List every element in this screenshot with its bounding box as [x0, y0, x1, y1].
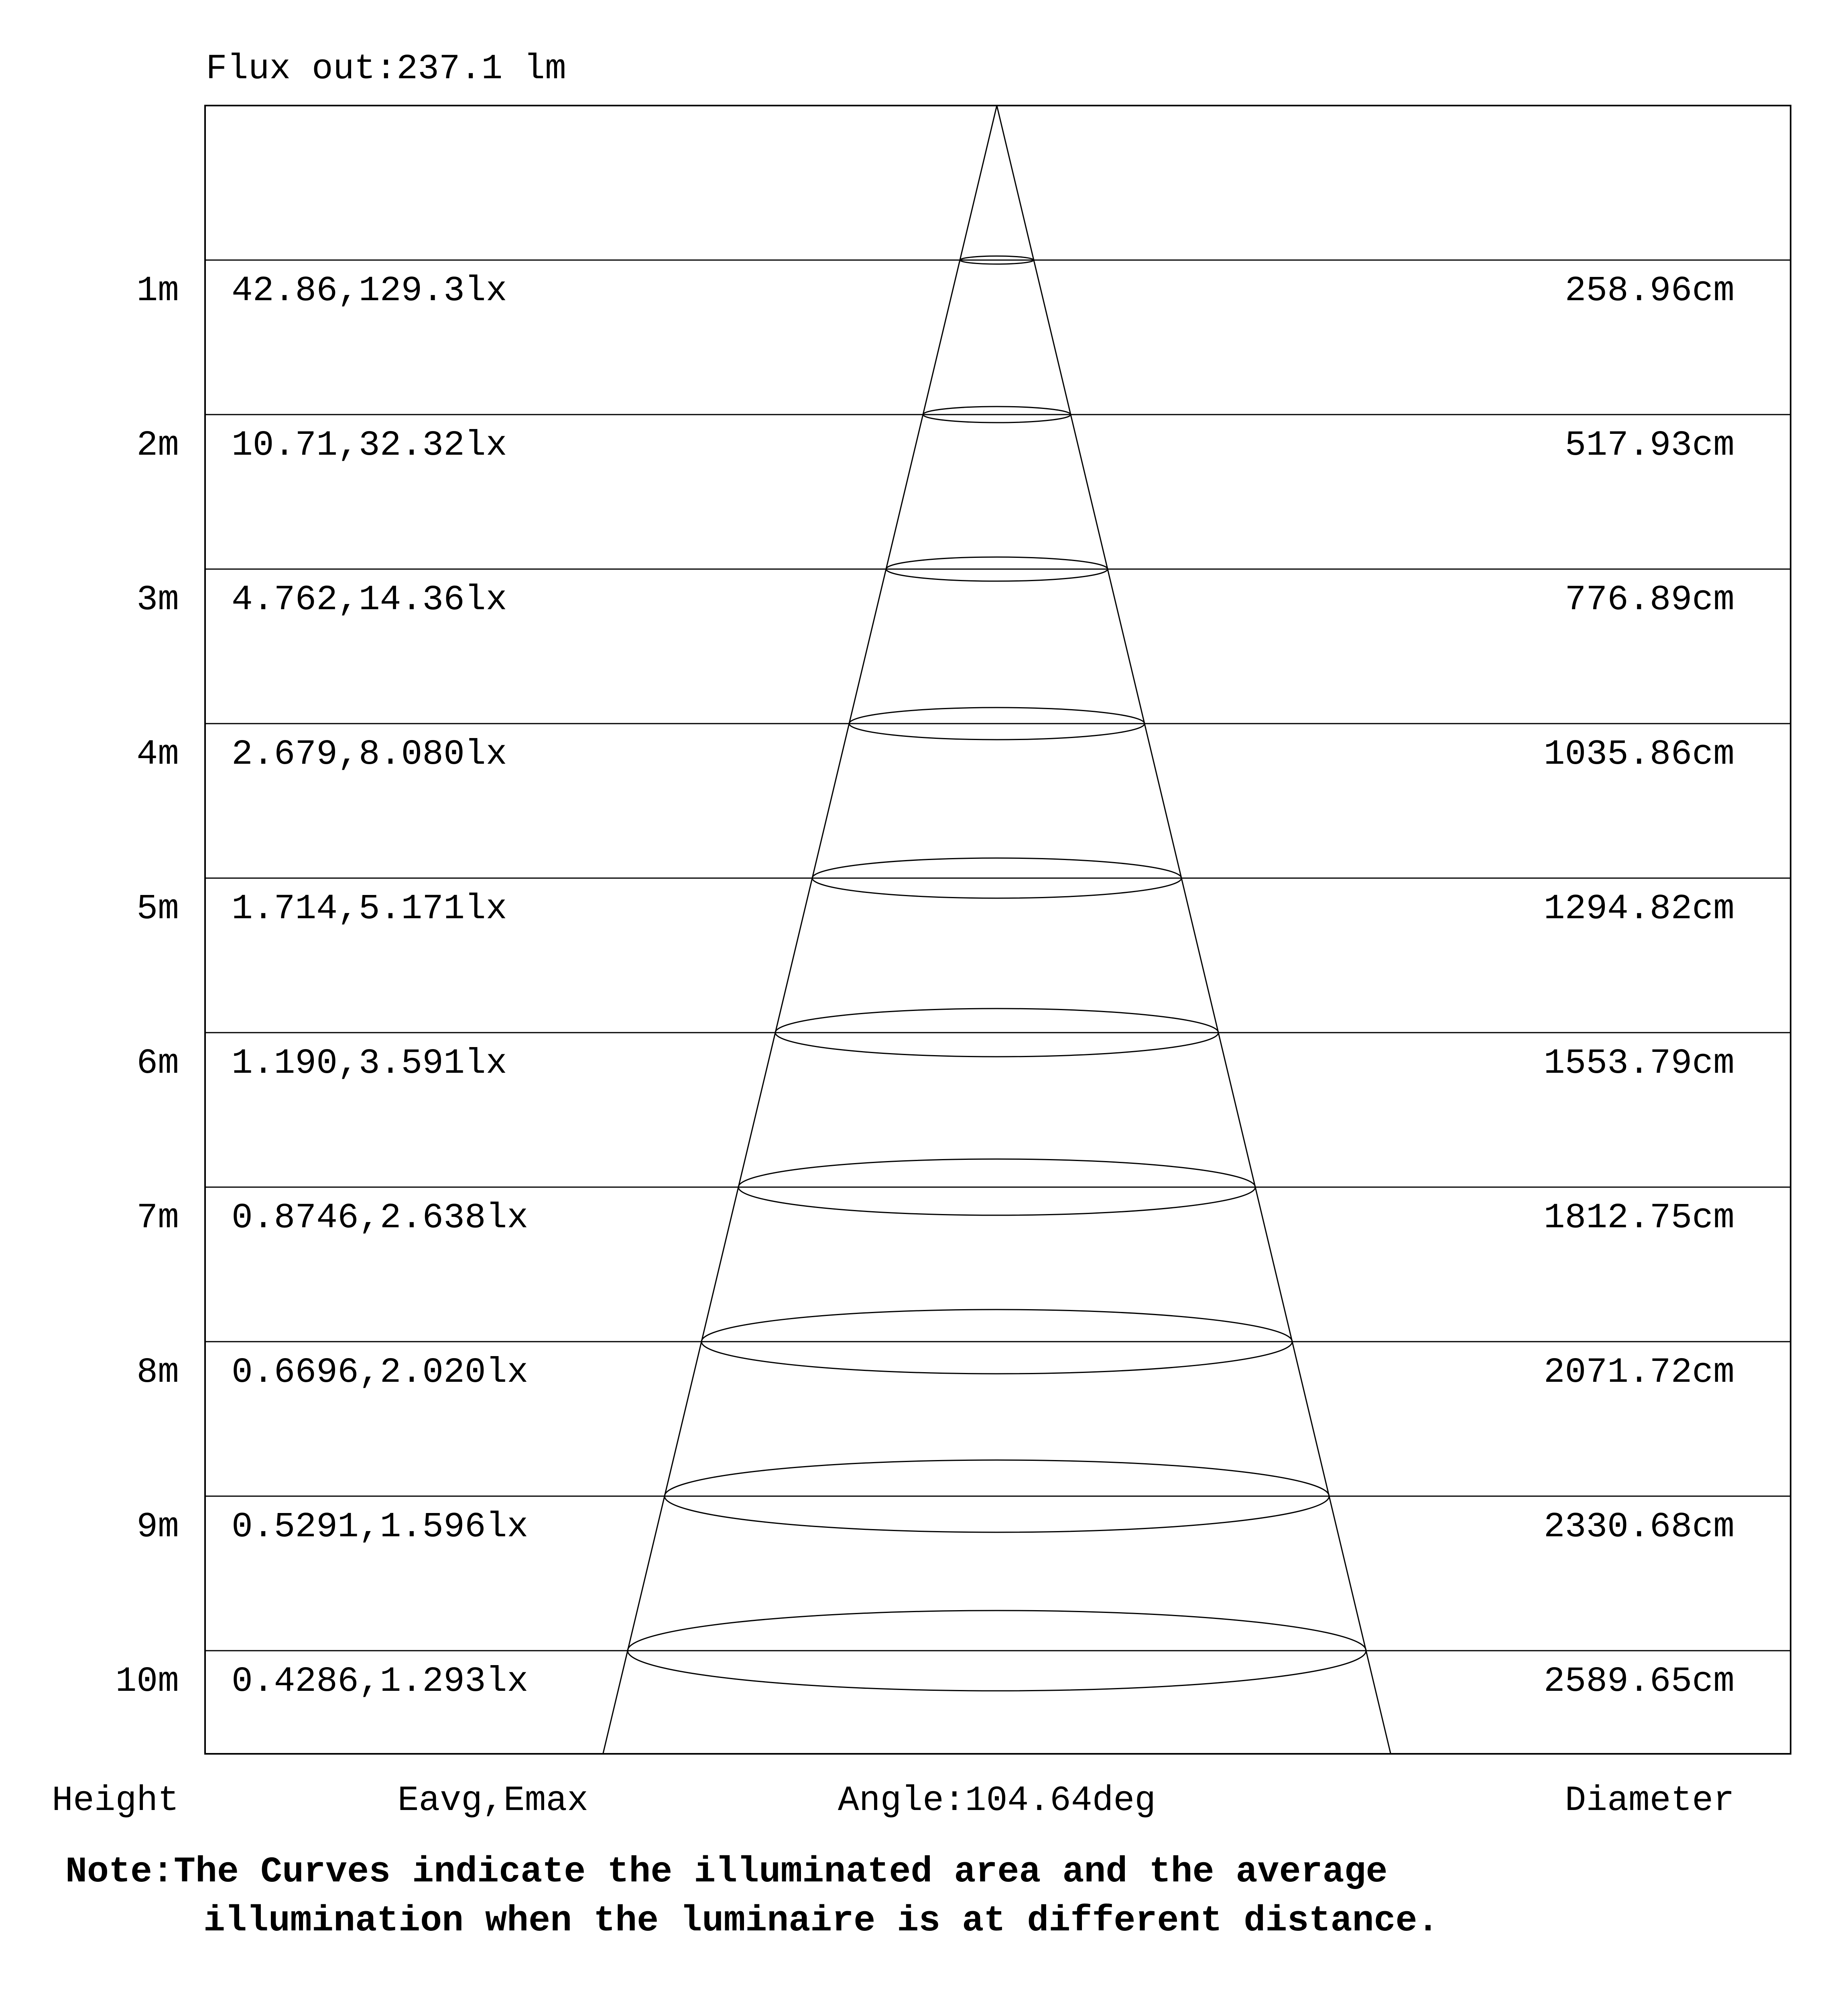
- height-value: 5m: [136, 889, 179, 929]
- diameter-value: 1035.86cm: [1543, 735, 1734, 775]
- chart-frame: [205, 106, 1791, 1754]
- diameter-value: 2330.68cm: [1543, 1507, 1734, 1547]
- diameter-value: 517.93cm: [1565, 426, 1734, 466]
- illuminance-value: 1.714,5.171lx: [232, 889, 507, 929]
- height-value: 2m: [136, 426, 179, 466]
- note-line-1: Note:The Curves indicate the illuminated area and the average: [65, 1852, 1388, 1893]
- height-value: 3m: [136, 580, 179, 620]
- diameter-value: 1553.79cm: [1543, 1044, 1734, 1084]
- illuminance-value: 0.5291,1.596lx: [232, 1507, 529, 1547]
- beam-angle-label: Angle:104.64deg: [838, 1781, 1156, 1821]
- illuminance-value: 0.4286,1.293lx: [232, 1662, 529, 1702]
- height-value: 8m: [136, 1353, 179, 1393]
- illuminance-value: 4.762,14.36lx: [232, 580, 507, 620]
- cone-left-edge: [603, 106, 997, 1754]
- diameter-value: 1294.82cm: [1543, 889, 1734, 929]
- height-value: 10m: [115, 1662, 179, 1702]
- cone-right-edge: [997, 106, 1391, 1754]
- height-value: 6m: [136, 1044, 179, 1084]
- diameter-value: 1812.75cm: [1543, 1198, 1734, 1238]
- beam-cone: [603, 106, 1391, 1754]
- illuminance-value: 0.8746,2.638lx: [232, 1198, 529, 1238]
- illuminance-value: 1.190,3.591lx: [232, 1044, 507, 1084]
- flux-label: Flux out:237.1 lm: [206, 49, 566, 89]
- note-line-2: illumination when the luminaire is at different distance.: [203, 1901, 1439, 1942]
- height-value: 4m: [136, 735, 179, 775]
- beam-ellipses: [628, 256, 1366, 1691]
- illuminance-column-label: Eavg,Emax: [397, 1781, 588, 1821]
- diameter-value: 776.89cm: [1565, 580, 1734, 620]
- illuminance-value: 0.6696,2.020lx: [232, 1353, 529, 1393]
- grid-lines: [205, 260, 1791, 1651]
- diameter-value: 258.96cm: [1565, 271, 1734, 311]
- illuminance-value: 10.71,32.32lx: [232, 426, 507, 466]
- diameter-value: 2589.65cm: [1543, 1662, 1734, 1702]
- height-column-label: Height: [52, 1781, 179, 1821]
- height-value: 9m: [136, 1507, 179, 1547]
- row-labels: [116, 271, 1734, 1702]
- diameter-column-label: Diameter: [1565, 1781, 1734, 1821]
- illuminance-value: 2.679,8.080lx: [232, 735, 507, 775]
- diameter-value: 2071.72cm: [1543, 1353, 1734, 1393]
- height-value: 7m: [136, 1198, 179, 1238]
- height-value: 1m: [136, 271, 179, 311]
- illuminance-value: 42.86,129.3lx: [232, 271, 507, 311]
